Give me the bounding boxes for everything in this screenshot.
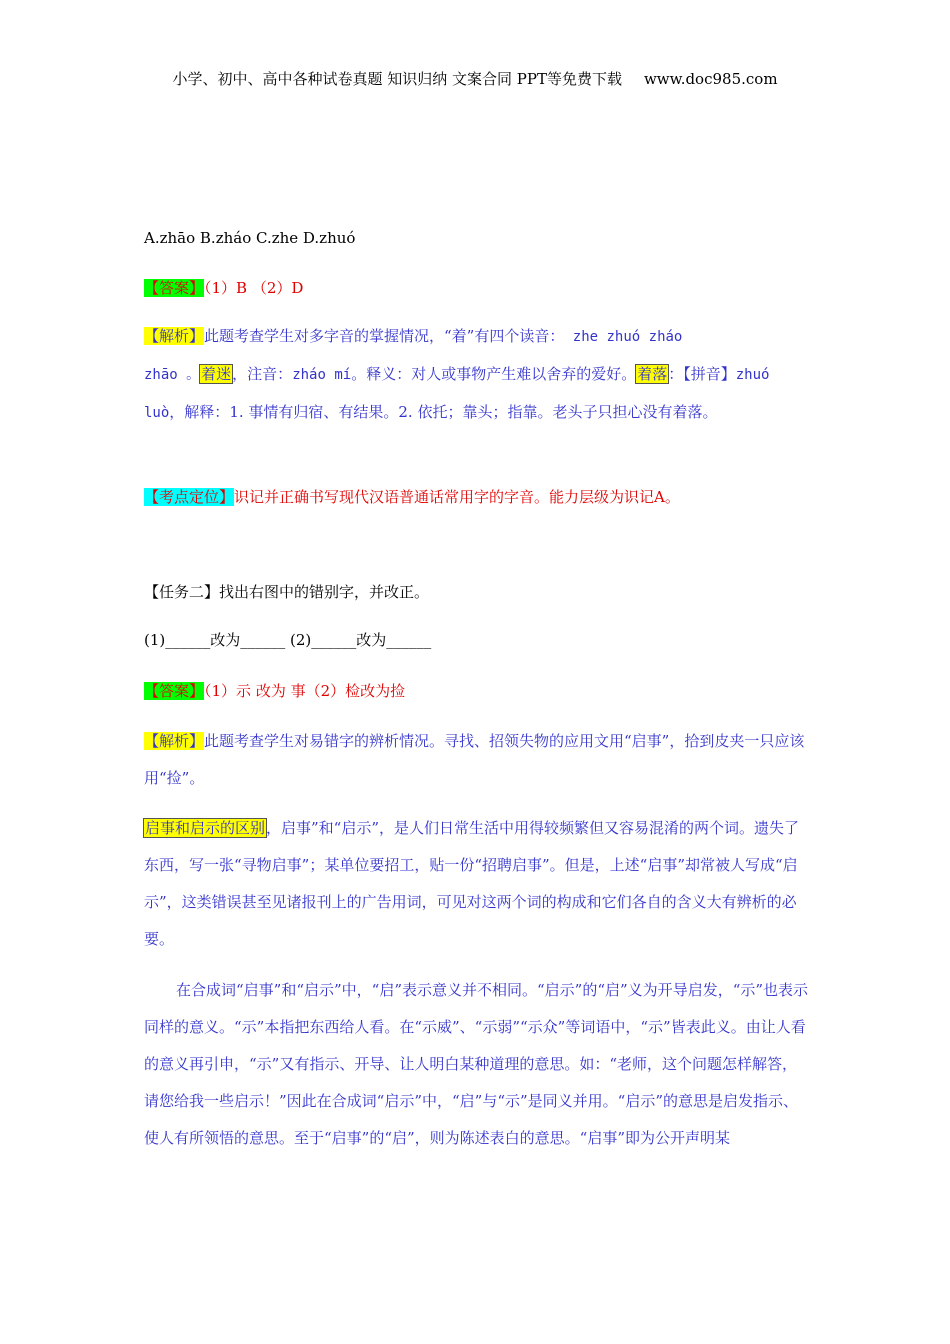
page-header (0, 68, 950, 89)
diff-title: 启事和启示的区别 (145, 819, 266, 837)
q1-answer (144, 277, 303, 298)
q2-answer (144, 680, 405, 701)
kaodian-tag: 【考点定位】 (144, 488, 235, 506)
qishi-paragraph: 在合成词“启事”和“启示”中，“启”表示意义并不相同。“启示”的“启”义为开导启发，“示”也表示同样的意义。“示”本指把东西给人看。在“示威”、“示弱”“示众”等词语中，“示”皆表此义。由让人看的意义再引申，“示”又有指示、开导、让人明白某种道理的意思。如：“老师，这个问题怎样解答，请您给我一些启示！”因此在合成词“启示”中，“启”与“示”是同义并用。“启示”的意思是启发指示、使人有所领悟的意思。至于“启事”的“启”，则为陈述表白的意思。“启事”即为公开声明某 (144, 981, 809, 1147)
q2-analysis (144, 723, 809, 797)
term-zhuoluo-pinyin: zhuó luò (144, 367, 770, 421)
term-zhaomi: 着迷 (201, 365, 232, 383)
q1-analysis (144, 318, 809, 432)
header-text: 小学、初中、高中各种试卷真题 知识归纳 文案合同 PPT等免费下载 (172, 70, 622, 88)
answer-tag: 【答案】 (144, 682, 205, 700)
task-two-blanks: (1)______改为______ (2)______改为______ (144, 631, 432, 649)
kaodian-text: 识记并正确书写现代汉语普通话常用字的字音。能力层级为识记A。 (234, 488, 680, 506)
term-zhuoluo-def: 1. 事情有归宿、有结果。2. 依托；靠头；指靠。老头子只担心没有着落。 (229, 403, 718, 421)
analysis-text: 此题考查学生对易错字的辨析情况。寻找、招领失物的应用文用“启事”，拾到皮夹一只应该用“捡”。 (144, 732, 805, 787)
diff-paragraph (144, 810, 809, 958)
q1-options: A.zhāo B.zháo C.zhe D.zhuó (144, 229, 356, 247)
term-zhuoluo: 着落 (637, 365, 668, 383)
diff-text: ，启事”和“启示”，是人们日常生活中用得较频繁但又容易混淆的两个词。遗失了东西，写一张“寻物启事”；某单位要招工，贴一份“招聘启事”。但是，上述“启事”却常被人写成“启示”，这类错误甚至见诸报刊上的广告用词，可见对这两个词的构成和它们各自的含义大有辨析的必要。 (144, 819, 800, 948)
answer-text: （1）B （2）D (204, 279, 304, 297)
term-zhaomi-def: 。释义：对人或事物产生难以舍弃的爱好。 (351, 365, 637, 383)
analysis-readings: zhe zhuó zháo (564, 329, 683, 345)
term-zhaomi-pinyin: zháo mí (292, 367, 352, 383)
analysis-tag: 【解析】 (144, 732, 205, 750)
analysis-reading-4: zhāo 。 (144, 367, 201, 383)
analysis-text: 此题考查学生对多字音的掌握情况，“着”有四个读音： (204, 327, 565, 345)
task-two: 【任务二】找出右图中的错别字，并改正。 (144, 583, 430, 601)
term-zhuoluo-def-label: ，解释： (169, 403, 230, 421)
header-site: www.doc985.com (643, 70, 778, 88)
q1-kaodian (144, 486, 680, 507)
term-zhaomi-label: ，注音： (232, 365, 293, 383)
answer-text: （1）示 改为 事（2）检改为捡 (204, 682, 406, 700)
analysis-tag: 【解析】 (144, 327, 205, 345)
answer-tag: 【答案】 (144, 279, 205, 297)
term-zhuoluo-label: ：【拼音】 (668, 365, 736, 383)
